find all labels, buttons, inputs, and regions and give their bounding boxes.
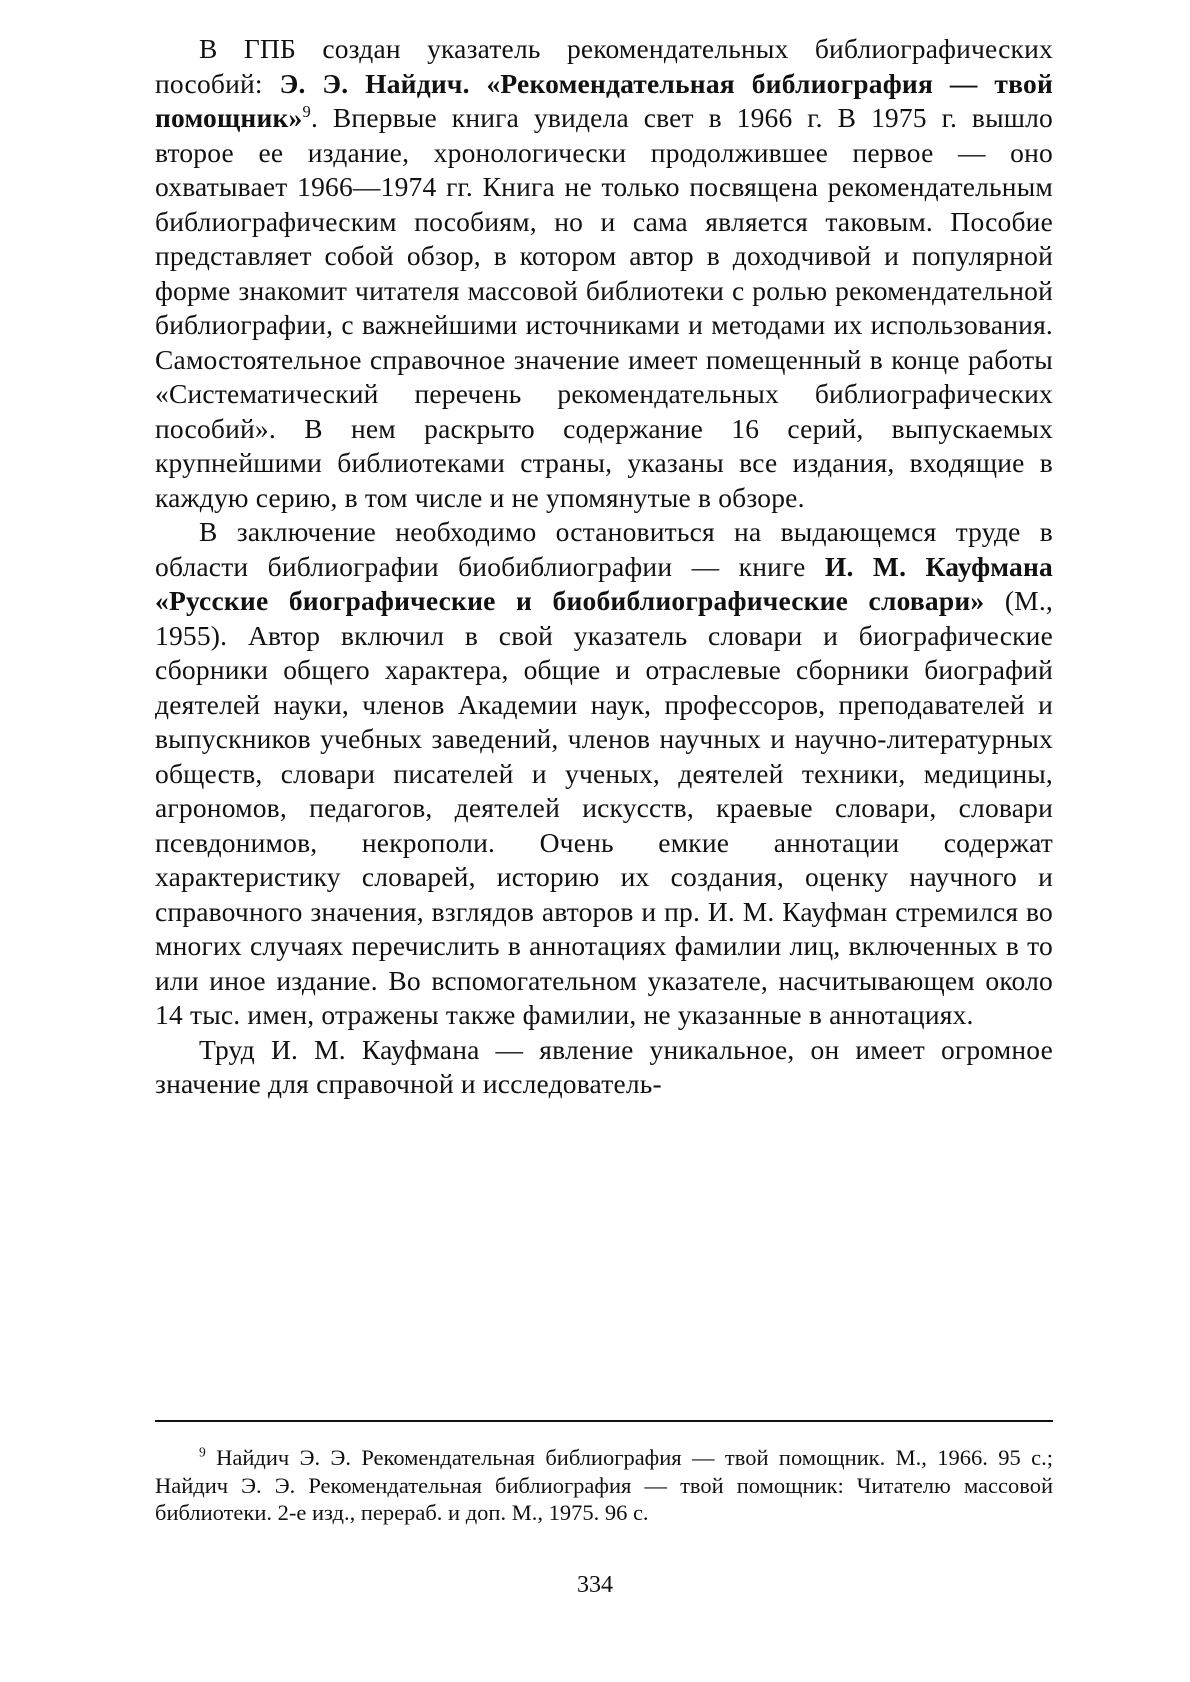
footnote-reference: 9 <box>302 101 311 121</box>
paragraph-1 <box>155 32 1053 515</box>
paragraph-2-text-a: В заключение необходимо остановиться на выдающемся труде в области библиографии биобиблиографии — книге <box>155 516 1053 582</box>
paragraph-2 <box>155 515 1053 1033</box>
paragraph-1-text-b: . Впервые книга увидела свет в 1966 г. В 1975 г. вышло второе ее издание, хронологически продолжившее первое — оно охватывает 1966—1974 гг. Книга не только посвящена рекомендательным библиографическим пособиям, но и сама является таковым. Пособие представляет собой обзор, в котором автор в доходчивой и популярной форме знакомит читателя массовой библиотеки с ролью рекомендательной библиографии, с важнейшими источниками и методами их использования. Самостоятельное справочное значение имеет помещенный в конце работы «Систематический перечень рекомендательных библиографических пособий». В нем раскрыто содержание 16 серий, выпускаемых крупнейшими библиотеками страны, указаны все издания, входящие в каждую серию, в том числе и не упомянутые в обзоре. <box>155 102 1053 513</box>
page-number: 334 <box>577 1572 613 1598</box>
paragraph-2-text-b: (М., 1955). Автор включил в свой указатель словари и биографические сборники общего характера, общие и отраслевые сборники биографий деятелей науки, членов Академии наук, профессоров, преподавателей и выпускников учебных заведений, членов научных и научно-литературных обществ, словари писателей и ученых, деятелей техники, медицины, агрономов, педагогов, деятелей искусств, краевые словари, словари псевдонимов, некрополи. Очень емкие аннотации содержат характеристику словарей, историю их создания, оценку научного и справочного значения, взглядов авторов и пр. И. М. Кауфман стремился во многих случаях перечислить в аннотациях фамилии лиц, включенных в то или иное издание. Во вспомогательном указателе, насчитывающем около 14 тыс. имен, отражены также фамилии, не указанные в аннотациях. <box>155 585 1053 1030</box>
footnote-divider <box>155 1420 1053 1422</box>
main-text <box>155 32 1053 1102</box>
footnote-marker: 9 <box>199 1444 206 1460</box>
paragraph-3-text: Труд И. М. Кауфмана — явление уникальное, он имеет огромное значение для справочной и исследователь- <box>155 1033 1053 1099</box>
paragraph-3 <box>155 1033 1053 1102</box>
book-title-kaufman: И. М. Кауфмана «Русские биографические и биобиблиографические словари» <box>155 550 1053 616</box>
book-title-naidich: Э. Э. Найдич. «Рекомендательная библиография — твой помощник» <box>155 67 1053 133</box>
paragraph-1-text-a: В ГПБ создан указатель рекомендательных библиографических пособий: <box>155 33 1053 99</box>
footnote-text: Найдич Э. Э. Рекомендательная библиография — твой помощник. М., 1966. 95 с.; Найдич Э. Э. Рекомендательная библиография — твой помощник: Читателю массовой библиотеки. 2-е изд., перераб. и доп. М., 1975. 96 с. <box>155 1445 1053 1525</box>
footnote <box>155 1444 1053 1527</box>
